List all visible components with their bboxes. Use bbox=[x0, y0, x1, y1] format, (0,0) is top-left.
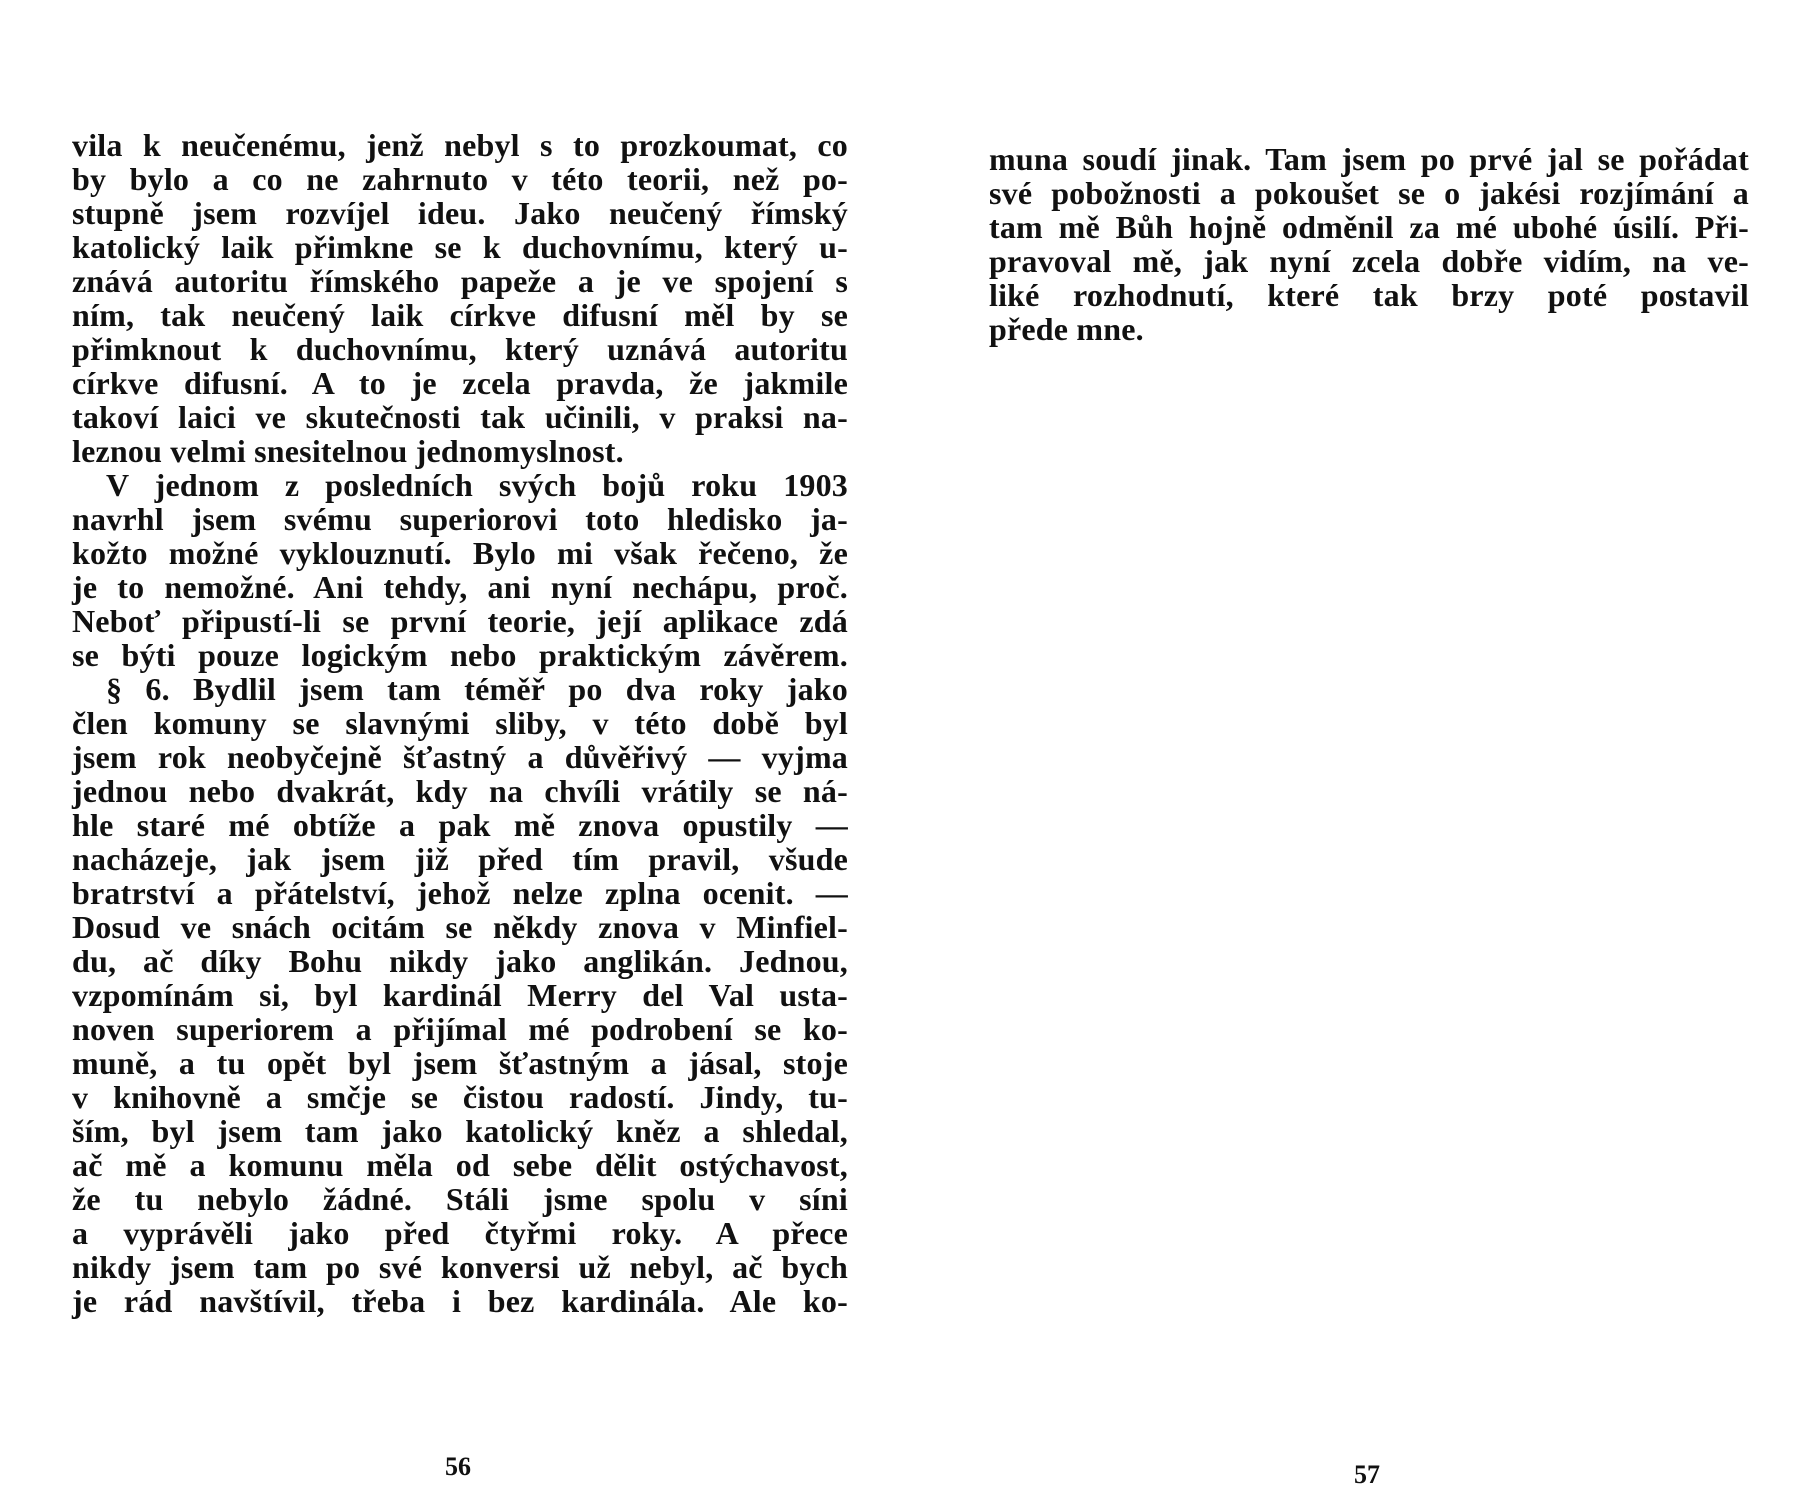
text-line: Neboť připustí-li se první teorie, její aplikace zdá bbox=[72, 603, 848, 639]
right-page bbox=[909, 0, 1818, 1500]
text-line: a vyprávěli jako před čtyřmi roky. A přece bbox=[72, 1215, 848, 1251]
text-line: v knihovně a smčje se čistou radostí. Jindy, tu- bbox=[72, 1079, 848, 1115]
text-line: vila k neučenému, jenž nebyl s to prozkoumat, co bbox=[72, 127, 848, 163]
page-number: 57 bbox=[1354, 1460, 1380, 1489]
text-line: noven superiorem a přijímal mé podrobení se ko- bbox=[72, 1011, 848, 1047]
text-line: jednou nebo dvakrát, kdy na chvíli vrátily se ná- bbox=[72, 773, 848, 809]
text-line: ním, tak neučený laik církve difusní měl by se bbox=[72, 297, 848, 333]
text-line: že tu nebylo žádné. Stáli jsme spolu v síni bbox=[72, 1181, 848, 1217]
text-line: by bylo a co ne zahrnuto v této teorii, než po- bbox=[72, 161, 848, 197]
text-line: navrhl jsem svému superiorovi toto hledisko ja- bbox=[72, 501, 848, 537]
left-page-text bbox=[72, 128, 848, 1318]
text-line: tam mě Bůh hojně odměnil za mé ubohé úsilí. Při- bbox=[989, 209, 1749, 245]
text-line: hle staré mé obtíže a pak mě znova opustily — bbox=[72, 807, 848, 843]
right-page-text bbox=[989, 142, 1749, 346]
text-line: nacházeje, jak jsem již před tím pravil, všude bbox=[72, 841, 848, 877]
text-line: je to nemožné. Ani tehdy, ani nyní nechápu, proč. bbox=[72, 569, 848, 605]
text-line: V jednom z posledních svých bojů roku 1903 bbox=[106, 467, 848, 503]
page-number: 56 bbox=[445, 1452, 471, 1481]
text-line: církve difusní. A to je zcela pravda, že jakmile bbox=[72, 365, 848, 401]
text-line: je rád navštívil, třeba i bez kardinála. Ale ko- bbox=[72, 1283, 848, 1319]
text-line: du, ač díky Bohu nikdy jako anglikán. Jednou, bbox=[72, 943, 848, 979]
text-line: liké rozhodnutí, které tak brzy poté postavil bbox=[989, 277, 1749, 313]
text-line: muna soudí jinak. Tam jsem po prvé jal se pořádat bbox=[989, 141, 1749, 177]
text-line: se býti pouze logickým nebo praktickým závěrem. bbox=[72, 637, 848, 673]
text-line: člen komuny se slavnými sliby, v této době byl bbox=[72, 705, 848, 741]
text-line: ším, byl jsem tam jako katolický kněz a shledal, bbox=[72, 1113, 848, 1149]
text-line: katolický laik přimkne se k duchovnímu, který u- bbox=[72, 229, 848, 265]
text-line: § 6. Bydlil jsem tam téměř po dva roky jako bbox=[106, 671, 848, 707]
text-line: jsem rok neobyčejně šťastný a důvěřivý — vyjma bbox=[72, 739, 848, 775]
text-line: ač mě a komunu měla od sebe dělit ostýchavost, bbox=[72, 1147, 848, 1183]
text-line: takoví laici ve skutečnosti tak učinili, v praksi na- bbox=[72, 399, 848, 435]
text-line: přimknout k duchovnímu, který uznává autoritu bbox=[72, 331, 848, 367]
text-line: pravoval mě, jak nyní zcela dobře vidím, na ve- bbox=[989, 243, 1749, 279]
text-line: stupně jsem rozvíjel ideu. Jako neučený římský bbox=[72, 195, 848, 231]
text-line: přede mne. bbox=[989, 311, 1144, 347]
text-line: své pobožnosti a pokoušet se o jakési rozjímání a bbox=[989, 175, 1749, 211]
text-line: bratrství a přátelství, jehož nelze zplna ocenit. — bbox=[72, 875, 848, 911]
text-line: leznou velmi snesitelnou jednomyslnost. bbox=[72, 433, 624, 469]
text-line: nikdy jsem tam po své konversi už nebyl, ač bych bbox=[72, 1249, 848, 1285]
text-line: kožto možné vyklouznutí. Bylo mi však řečeno, že bbox=[72, 535, 848, 571]
text-line: znává autoritu římského papeže a je ve spojení s bbox=[72, 263, 848, 299]
text-line: vzpomínám si, byl kardinál Merry del Val usta- bbox=[72, 977, 848, 1013]
text-line: Dosud ve snách ocitám se někdy znova v Minfiel- bbox=[72, 909, 848, 945]
text-line: muně, a tu opět byl jsem šťastným a jásal, stoje bbox=[72, 1045, 848, 1081]
